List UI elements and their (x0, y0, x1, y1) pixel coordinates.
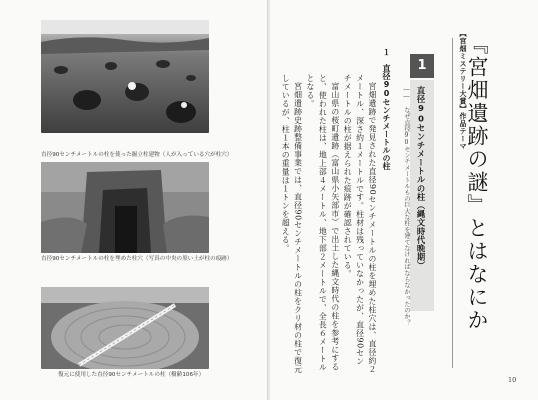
caption-photo-1: 直径90センチメートルの柱を使った掘立柱建物（人が入っている穴が柱穴） (41, 152, 233, 158)
photo-pillar-building (41, 20, 209, 133)
series-label: 【宮畑ミステリー大賞】作品テーマ (459, 30, 467, 150)
title-divider (452, 38, 453, 368)
photo-reconstructed-pillar (41, 287, 209, 369)
chapter-number-box: 1 (410, 54, 434, 78)
body-text (281, 74, 378, 374)
body-paragraph: 宮畑遺跡史跡整備事業では、直径90センチメートルの柱をクリ材の柱で復元しているが、柱１本の重量は１トンを超える。 (281, 74, 303, 374)
section-title: １ 直径90センチメートルの柱 (382, 48, 391, 170)
body-paragraph: 富山県の桜町遺跡（富山県小矢部市）で出土した縄文時代の柱を参考にすると、使われた柱は、地上部４メートル、地下部２メートルで、全長６メートルとなる。 (305, 74, 340, 372)
photo-pillar-hole (41, 162, 209, 253)
chapter-title: 直径90センチメートルの柱（縄文時代晩期） (416, 86, 426, 270)
left-page (0, 0, 268, 400)
chapter-subtitle: ―― なぜ直径90センチメートルもの巨大な柱を建てなければならなかったのか？ (403, 86, 410, 326)
main-title: 『宮畑遺跡の謎』とはなにか (465, 33, 489, 332)
page-number: 10 (508, 376, 517, 384)
caption-photo-3: 復元に使用した直径90センチメートルの柱（樹齢106年） (58, 372, 205, 378)
caption-photo-2: 直径90センチメートルの柱を埋めた柱穴（写真の中央の黒い土が柱の痕跡） (41, 256, 233, 262)
body-paragraph: 宮畑遺跡で発見された直径90センチメートルの柱を埋めた柱穴は、直径約２メートル、深さ約１メートルです。柱材は残っていなかったが、直径90センチメートルの柱が据えられた痕跡が確認されている。 (343, 74, 377, 374)
